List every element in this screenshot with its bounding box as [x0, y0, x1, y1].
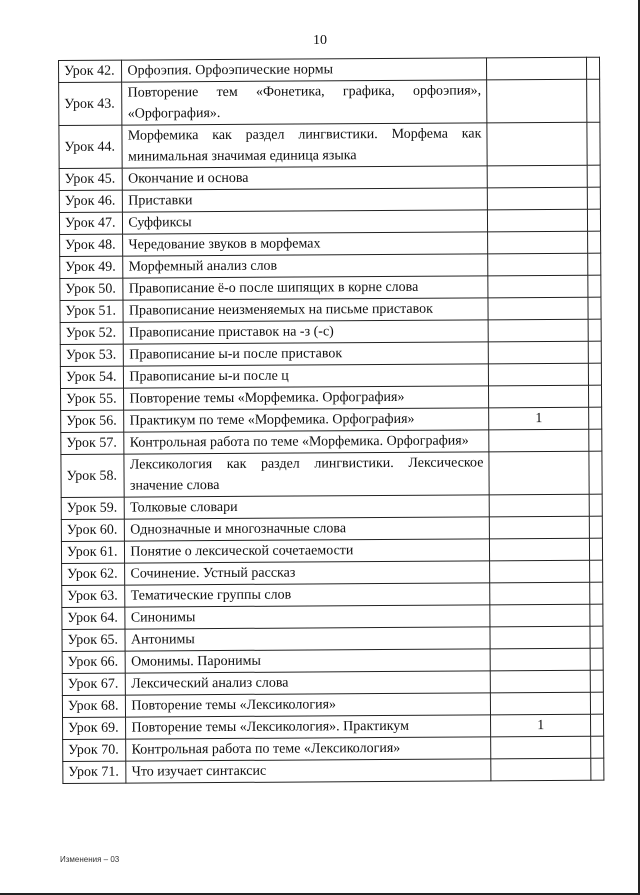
lesson-topic: Синонимы	[125, 605, 490, 629]
empty-cell	[590, 538, 603, 560]
empty-cell	[591, 670, 604, 692]
lesson-hours	[487, 231, 588, 254]
empty-cell	[590, 648, 603, 670]
lesson-hours	[488, 385, 589, 408]
empty-cell	[588, 187, 601, 209]
lesson-number: Урок 47.	[59, 212, 123, 234]
lesson-hours	[491, 758, 592, 781]
lesson-hours	[488, 319, 589, 342]
lesson-plan-table	[58, 57, 604, 784]
table-row	[63, 758, 604, 783]
empty-cell	[588, 275, 601, 297]
lesson-hours	[488, 253, 589, 276]
lesson-hours	[487, 79, 588, 123]
lesson-topic: Морфемика как раздел лингвистики. Морфема как минимальная значимая единица языка	[122, 123, 487, 168]
lesson-topic: Повторение темы «Морфемика. Орфография»	[124, 386, 489, 410]
lesson-hours	[488, 297, 589, 320]
lesson-hours	[489, 560, 590, 583]
empty-cell	[587, 57, 600, 79]
lesson-topic: Омонимы. Паронимы	[126, 649, 491, 673]
lesson-topic: Практикум по теме «Морфемика. Орфография»	[124, 408, 489, 432]
empty-cell	[591, 758, 604, 780]
lesson-hours	[488, 341, 589, 364]
lesson-topic: Правописание неизменяемых на письме приставок	[123, 298, 488, 322]
lesson-topic: Лексикология как раздел лингвистики. Лексическое значение слова	[124, 452, 489, 497]
empty-cell	[590, 516, 603, 538]
empty-cell	[588, 231, 601, 253]
lesson-hours	[490, 582, 591, 605]
empty-cell	[587, 165, 600, 187]
lesson-number: Урок 55.	[61, 388, 125, 410]
empty-cell	[591, 692, 604, 714]
empty-cell	[590, 626, 603, 648]
empty-cell	[590, 582, 603, 604]
lesson-hours	[488, 363, 589, 386]
empty-cell	[588, 319, 601, 341]
lesson-number: Урок 52.	[60, 322, 124, 344]
lesson-topic: Правописание ы-и после приставок	[124, 342, 489, 366]
empty-cell	[590, 604, 603, 626]
lesson-topic: Суффиксы	[123, 210, 488, 234]
lesson-hours	[490, 626, 591, 649]
lesson-hours	[490, 670, 591, 693]
lesson-number: Урок 54.	[60, 366, 124, 388]
lesson-topic: Правописание ы-и после ц	[124, 364, 489, 388]
table-row	[61, 451, 602, 497]
empty-cell	[588, 209, 601, 231]
lesson-number: Урок 60.	[61, 519, 125, 541]
lesson-number: Урок 68.	[62, 695, 126, 717]
lesson-topic: Окончание и основа	[123, 166, 488, 190]
lesson-hours	[487, 165, 588, 188]
empty-cell	[591, 714, 604, 736]
lesson-topic: Контрольная работа по теме «Морфемика. Орфография»	[124, 430, 489, 454]
empty-cell	[589, 429, 602, 451]
empty-cell	[589, 494, 602, 516]
lesson-topic: Лексический анализ слова	[126, 671, 491, 695]
empty-cell	[587, 122, 600, 165]
lesson-number: Урок 62.	[62, 563, 126, 585]
lesson-number: Урок 59.	[61, 497, 125, 519]
lesson-hours	[487, 187, 588, 210]
lesson-topic: Повторение тем «Фонетика, графика, орфоэпия», «Орфография».	[122, 80, 487, 125]
lesson-number: Урок 48.	[60, 234, 124, 256]
lesson-topic: Повторение темы «Лексикология». Практикум	[126, 715, 491, 739]
lesson-number: Урок 64.	[62, 607, 126, 629]
lesson-number: Урок 70.	[63, 739, 127, 761]
lesson-hours	[489, 538, 590, 561]
lesson-number: Урок 53.	[60, 344, 124, 366]
lesson-topic: Морфемный анализ слов	[123, 254, 488, 278]
lesson-number: Урок 71.	[63, 761, 127, 783]
lesson-hours	[487, 122, 588, 166]
lesson-topic: Чередование звуков в морфемах	[123, 232, 488, 256]
lesson-hours	[489, 516, 590, 539]
lesson-plan-body	[59, 57, 604, 783]
lesson-topic: Тематические группы слов	[125, 583, 490, 607]
lesson-number: Урок 51.	[60, 300, 124, 322]
lesson-number: Урок 46.	[59, 190, 123, 212]
empty-cell	[588, 297, 601, 319]
lesson-number: Урок 44.	[59, 125, 123, 168]
lesson-hours	[490, 604, 591, 627]
lesson-number: Урок 58.	[61, 454, 125, 497]
lesson-number: Урок 45.	[59, 168, 123, 190]
empty-cell	[590, 560, 603, 582]
footer-note: Изменения – 03	[60, 855, 120, 864]
lesson-hours	[489, 429, 590, 452]
lesson-number: Урок 67.	[62, 673, 126, 695]
lesson-hours	[489, 451, 590, 495]
lesson-hours: 1	[490, 714, 591, 737]
lesson-topic: Повторение темы «Лексикология»	[126, 693, 491, 717]
empty-cell	[589, 451, 602, 494]
empty-cell	[587, 79, 600, 122]
lesson-number: Урок 69.	[63, 717, 127, 739]
lesson-topic: Контрольная работа по теме «Лексикология»	[126, 737, 491, 761]
lesson-number: Урок 61.	[61, 541, 125, 563]
lesson-hours	[491, 736, 592, 759]
empty-cell	[589, 363, 602, 385]
lesson-hours	[487, 209, 588, 232]
lesson-topic: Антонимы	[125, 627, 490, 651]
lesson-number: Урок 49.	[60, 256, 124, 278]
lesson-number: Урок 66.	[62, 651, 126, 673]
lesson-hours: 1	[489, 407, 590, 430]
lesson-topic: Приставки	[123, 188, 488, 212]
lesson-number: Урок 63.	[62, 585, 126, 607]
empty-cell	[588, 253, 601, 275]
lesson-topic: Однозначные и многозначные слова	[125, 517, 490, 541]
lesson-hours	[490, 648, 591, 671]
lesson-hours	[490, 692, 591, 715]
lesson-number: Урок 65.	[62, 629, 126, 651]
empty-cell	[589, 385, 602, 407]
lesson-topic: Понятие о лексической сочетаемости	[125, 539, 490, 563]
lesson-number: Урок 57.	[61, 432, 125, 454]
empty-cell	[589, 407, 602, 429]
empty-cell	[591, 736, 604, 758]
empty-cell	[589, 341, 602, 363]
lesson-topic: Орфоэпия. Орфоэпические нормы	[122, 58, 487, 82]
lesson-topic: Правописание приставок на -з (-с)	[123, 320, 488, 344]
lesson-topic: Толковые словари	[125, 495, 490, 519]
lesson-number: Урок 56.	[61, 410, 125, 432]
table-row	[59, 122, 600, 168]
lesson-topic: Сочинение. Устный рассказ	[125, 561, 490, 585]
lesson-number: Урок 43.	[59, 82, 123, 125]
lesson-number: Урок 50.	[60, 278, 124, 300]
lesson-number: Урок 42.	[59, 60, 123, 82]
lesson-hours	[488, 275, 589, 298]
table-row	[59, 79, 600, 125]
lesson-hours	[489, 494, 590, 517]
lesson-hours	[486, 57, 587, 80]
page-number: 10	[313, 33, 327, 48]
lesson-topic: Правописание ё-о после шипящих в корне слова	[123, 276, 488, 300]
lesson-topic: Что изучает синтаксис	[126, 759, 491, 783]
